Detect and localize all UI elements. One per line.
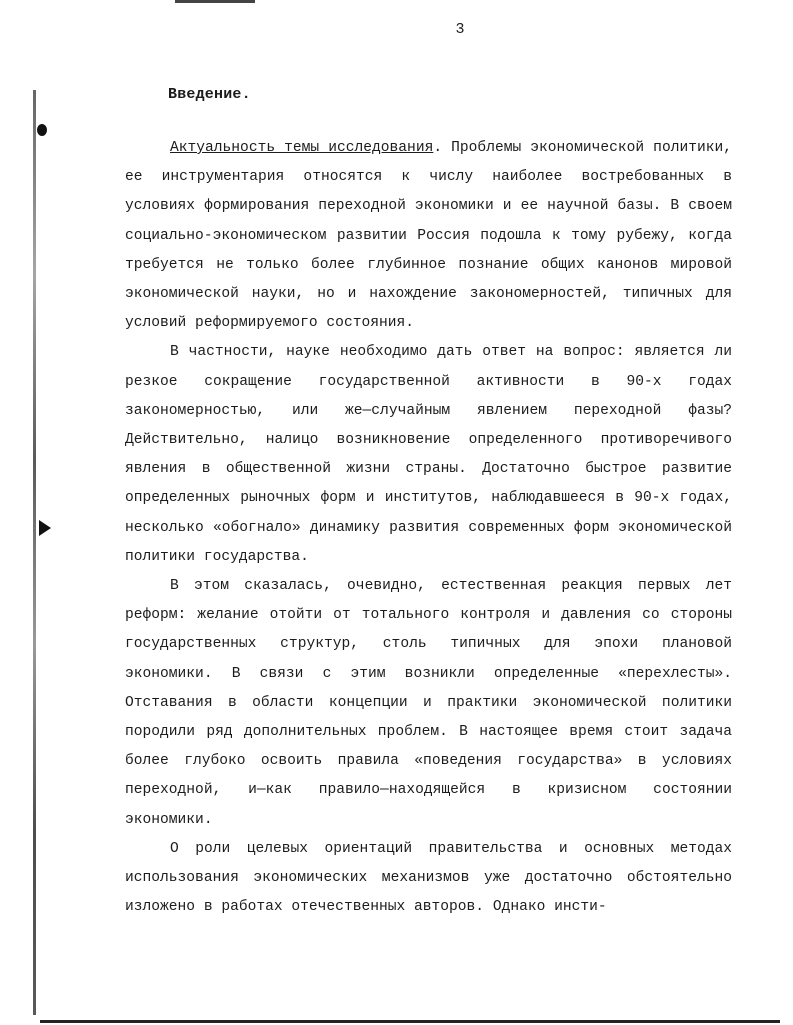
- paragraph: О роли целевых ориентаций правительства и основных методах использования экономических механизмов уже достаточно обстоятельно изложено в работах отечественных авторов. Однако инсти-: [125, 840, 732, 916]
- section-heading: Введение.: [168, 86, 251, 103]
- document-body: [125, 134, 732, 922]
- paragraph: [125, 134, 732, 338]
- paragraph-text: . Проблемы экономической политики, ее инструментария относятся к числу наиболее востребованных в условиях формирования переходной экономики и ее научной базы. В своем социально-экономическом развитии Россия подошла к тому рубежу, когда требуется не только более глубинное познание общих канонов мировой экономической науки, но и нахождение закономерностей, типичных для условий реформируемого состояния.: [125, 140, 733, 332]
- scan-artifact-arrow: [39, 520, 51, 536]
- scan-artifact-top: [175, 0, 255, 3]
- paragraph: В этом сказалась, очевидно, естественная реакция первых лет реформ: желание отойти от тотального контроля и давления со стороны государственных структур, столь типичных для эпохи плановой экономики. В связи с этим возникли определенные «перехлесты». Отставания в области концепции и практики экономической политики породили ряд дополнительных проблем. В настоящее время стоит задача более глубоко освоить правила «поведения государства» в условиях переходной, и—как правило—находящейся в кризисном состоянии экономики.: [125, 578, 732, 828]
- scan-artifact-dot: [37, 124, 47, 136]
- scan-artifact-left-edge: [33, 90, 36, 1015]
- paragraph: В частности, науке необходимо дать ответ на вопрос: является ли резкое сокращение государственной активности в 90-х годах закономерностью, или же—случайным явлением переходной фазы? Действительно, налицо возникновение определенного противоречивого явления в общественной жизни страны. Достаточно быстрое развитие определенных рыночных форм и институтов, наблюдавшееся в 90-х годах, несколько «обогнало» динамику развития современных форм экономической политики государства.: [125, 344, 732, 565]
- scan-artifact-bottom: [40, 1020, 780, 1023]
- paragraph-lead: Актуальность темы исследования: [170, 140, 434, 156]
- page-number: 3: [455, 21, 465, 38]
